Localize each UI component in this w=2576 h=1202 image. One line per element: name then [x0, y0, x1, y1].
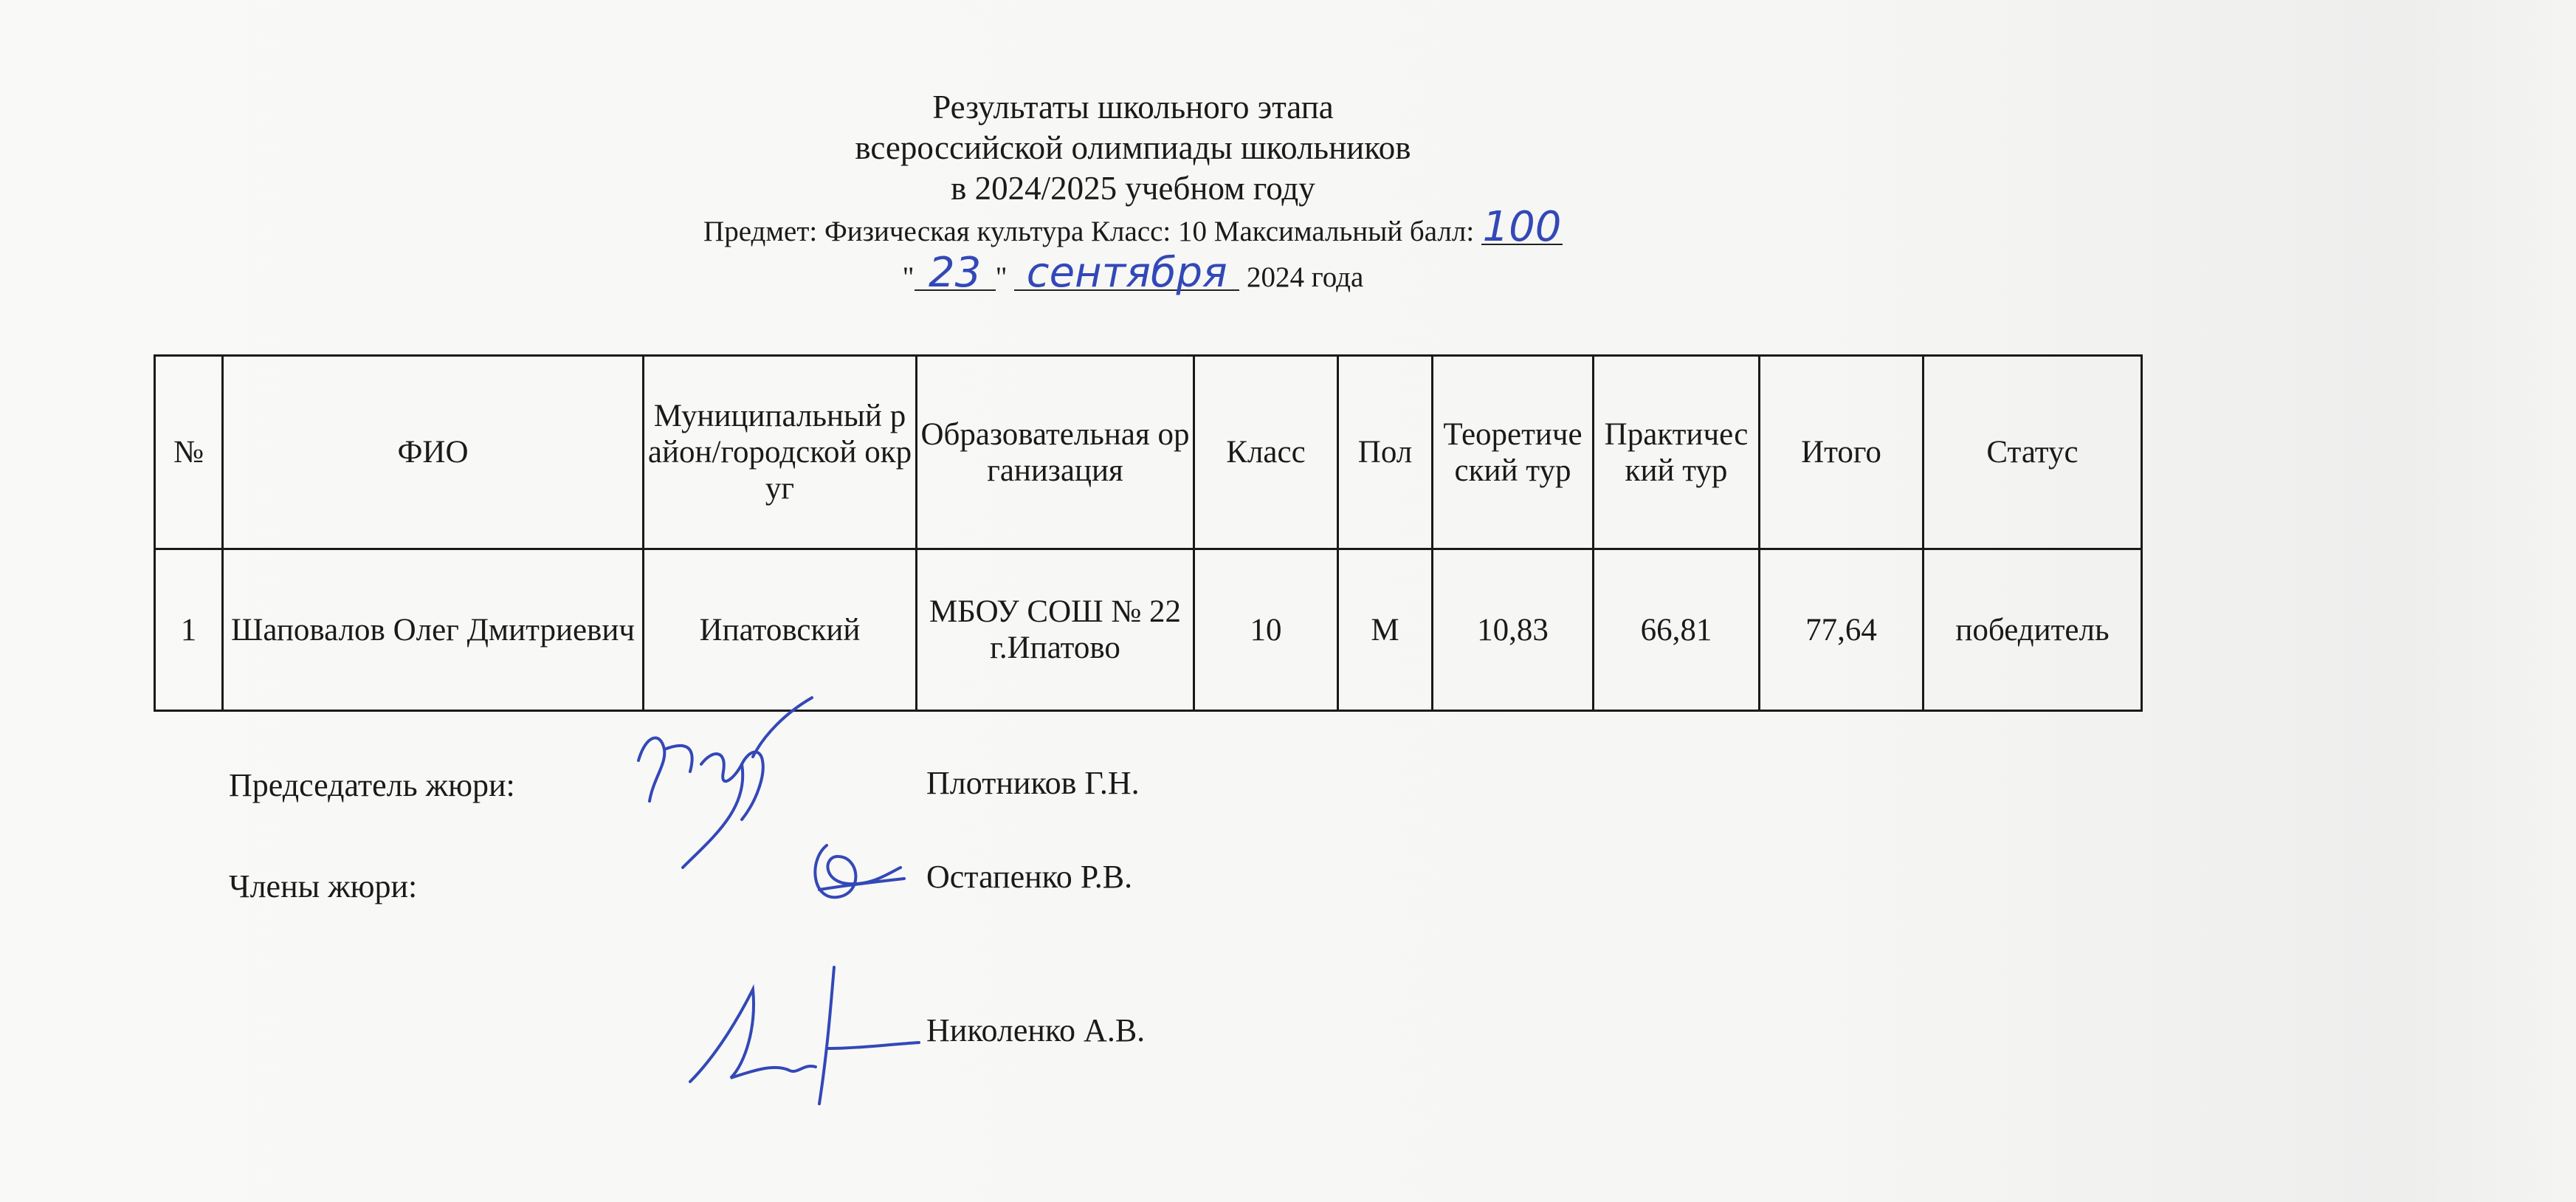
- chair-name: Плотников Г.Н.: [926, 765, 1140, 801]
- column-header: Образовательная организация: [917, 356, 1194, 549]
- member1-signature: [805, 831, 908, 912]
- column-header: №: [155, 356, 223, 549]
- member1-name: Остапенко Р.В.: [926, 859, 1133, 895]
- column-header: Класс: [1194, 356, 1338, 549]
- column-header: Теоретический тур: [1433, 356, 1594, 549]
- cell-sex: М: [1338, 549, 1433, 711]
- title-line-3: в 2024/2025 учебном году: [951, 170, 1315, 207]
- cell-school: МБОУ СОШ № 22 г.Ипатово: [917, 549, 1194, 711]
- member2-signature: [686, 960, 923, 1107]
- column-header: Итого: [1760, 356, 1924, 549]
- column-header: Муниципальный район/городской округ: [644, 356, 917, 549]
- cell-status: победитель: [1924, 549, 2142, 711]
- column-header: Пол: [1338, 356, 1433, 549]
- cell-total: 77,64: [1760, 549, 1924, 711]
- date-day: 23: [915, 257, 996, 291]
- cell-name: Шаповалов Олег Дмитриевич: [223, 549, 644, 711]
- column-header: ФИО: [223, 356, 644, 549]
- cell-theory: 10,83: [1433, 549, 1594, 711]
- max-score-label: Максимальный балл:: [1213, 216, 1475, 247]
- column-header: Статус: [1924, 356, 2142, 549]
- members-label: Члены жюри:: [229, 868, 418, 904]
- date-quote-close: ": [995, 261, 1008, 293]
- date-month: сентября: [1014, 257, 1239, 291]
- date-year: 2024 года: [1247, 261, 1364, 293]
- date-quote-open: ": [902, 261, 915, 293]
- title-line-2: всероссийской олимпиады школьников: [855, 129, 1411, 166]
- class-label: Класс: 10: [1091, 216, 1208, 247]
- column-header: Практический тур: [1594, 356, 1760, 549]
- cell-grade: 10: [1194, 549, 1338, 711]
- cell-practice: 66,81: [1594, 549, 1760, 711]
- title-line-1: Результаты школьного этапа: [932, 89, 1334, 126]
- member2-name: Николенко А.В.: [926, 1012, 1146, 1048]
- max-score-value: 100: [1482, 203, 1562, 251]
- cell-num: 1: [155, 549, 223, 711]
- subject-label: Предмет: Физическая культура: [703, 216, 1084, 247]
- chair-signature: [631, 690, 823, 875]
- cell-district: Ипатовский: [644, 549, 917, 711]
- chair-label: Председатель жюри:: [229, 767, 515, 803]
